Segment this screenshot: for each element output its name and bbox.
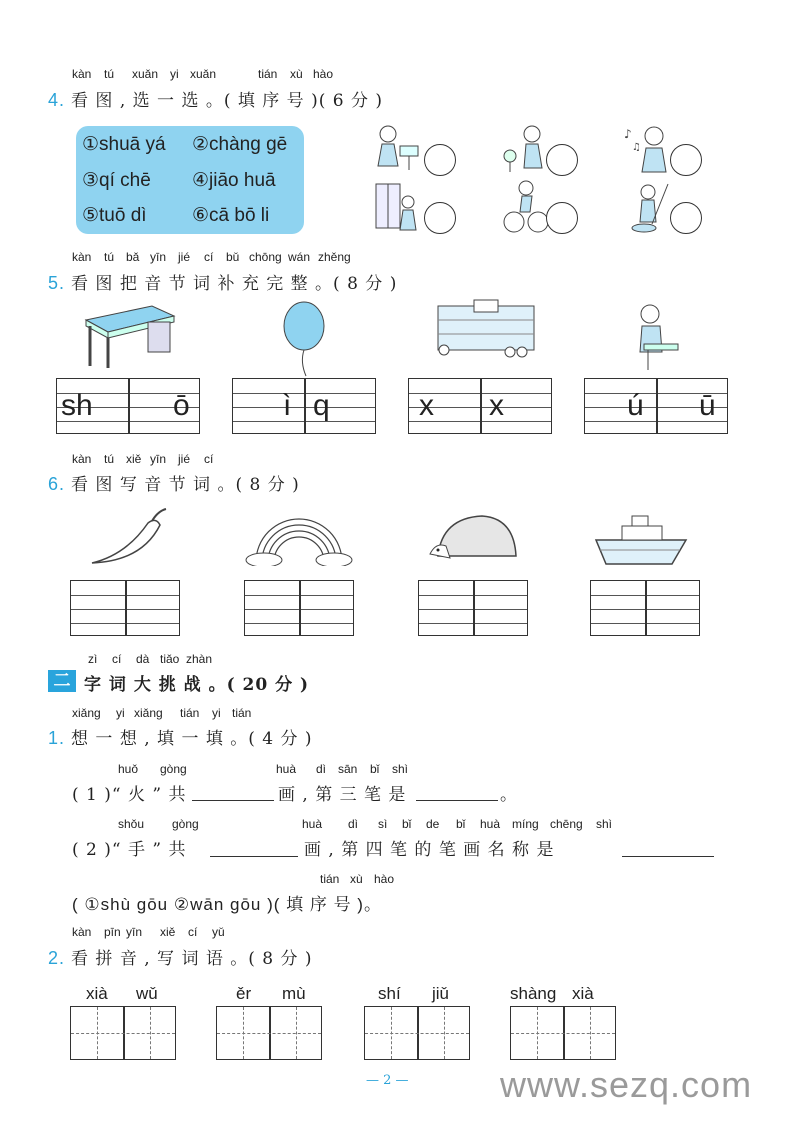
question-5-title — [48, 269, 397, 294]
question-text: 看 拼 音 , 写 词 语 。( 8 分 ) — [71, 949, 313, 969]
pinyin: wán — [288, 250, 311, 264]
pinyin: kàn — [72, 452, 92, 466]
question-6-title — [48, 470, 300, 495]
pinyin: yīn — [150, 250, 167, 264]
word-pinyin: shàng — [510, 984, 557, 1003]
pinyin: sān — [338, 762, 358, 776]
option-4: ④jiāo huā — [192, 170, 276, 191]
grid-text: q — [313, 389, 330, 422]
pinyin: shì — [392, 762, 409, 776]
pinyin-writing-grid[interactable] — [584, 378, 728, 434]
pinyin: xiǎng — [72, 706, 101, 720]
pinyin-writing-grid[interactable] — [590, 580, 700, 636]
pinyin: hào — [374, 872, 395, 886]
pinyin: xiǎng — [134, 706, 163, 720]
answer-circle[interactable] — [670, 144, 702, 176]
word-pinyin: shí — [378, 984, 401, 1003]
svg-text:♪: ♪ — [624, 127, 632, 141]
pinyin: tú — [104, 452, 115, 466]
pinyin: zhěng — [318, 250, 351, 264]
sub-question-1-end: 。 — [500, 785, 518, 805]
pinyin: de — [426, 817, 440, 831]
pinyin: cí — [188, 925, 198, 939]
pinyin: shì — [596, 817, 613, 831]
pinyin: dà — [136, 652, 150, 666]
word-pinyin: ěr — [236, 984, 252, 1003]
pinyin: bǎ — [126, 250, 140, 264]
desk-image — [82, 300, 178, 370]
answer-blank[interactable] — [622, 856, 714, 857]
question-text: 看 图 写 音 节 词 。( 8 分 ) — [71, 475, 300, 495]
answer-circle[interactable] — [670, 202, 702, 234]
answer-circle[interactable] — [546, 144, 578, 176]
singing-image — [618, 120, 673, 175]
pinyin: huà — [302, 817, 323, 831]
pinyin: shǒu — [118, 817, 145, 831]
pinyin: tián — [180, 706, 200, 720]
pinyin: cí — [204, 452, 214, 466]
sub-question-2-start: ( 2 )“ 手 ” 共 — [72, 840, 187, 860]
pinyin-writing-grid[interactable] — [232, 378, 376, 434]
pinyin: kàn — [72, 250, 92, 264]
option-5: ⑤tuō dì — [82, 205, 147, 226]
option-1: ①shuā yá — [82, 134, 166, 155]
pinyin: jié — [178, 452, 191, 466]
svg-text:♫: ♫ — [632, 142, 641, 153]
word-pinyin: mù — [282, 984, 306, 1003]
pinyin: bǐ — [370, 762, 380, 776]
pinyin: yi — [170, 67, 179, 81]
character-writing-grid[interactable] — [70, 1006, 176, 1060]
sub-question-1-start: ( 1 )“ 火 ” 共 — [72, 785, 187, 805]
pinyin: sì — [378, 817, 388, 831]
grid-text: ū — [699, 389, 716, 422]
question-text: 想 一 想 , 填 一 填 。( 4 分 ) — [71, 729, 313, 749]
pinyin: xiě — [126, 452, 142, 466]
question-text: 看 图 把 音 节 词 补 充 完 整 。( 8 分 ) — [71, 274, 398, 294]
grid-text: x — [419, 389, 434, 422]
pinyin-writing-grid[interactable] — [418, 580, 528, 636]
answer-circle[interactable] — [424, 202, 456, 234]
pinyin: xù — [350, 872, 363, 886]
school-image — [418, 298, 548, 370]
wiping-glass-image — [372, 180, 422, 235]
pinyin: hào — [313, 67, 334, 81]
s2-question-1-title — [48, 724, 313, 749]
question-4-title — [48, 86, 383, 111]
character-writing-grid[interactable] — [216, 1006, 322, 1060]
watermark: www.sezq.com — [500, 1064, 753, 1105]
answer-circle[interactable] — [424, 144, 456, 176]
pinyin: pīn — [104, 925, 121, 939]
pinyin: míng — [512, 817, 539, 831]
pinyin: cí — [204, 250, 214, 264]
option-6: ⑥cā bō li — [192, 205, 270, 226]
s2-question-2-title — [48, 944, 313, 969]
pinyin-writing-grid[interactable] — [408, 378, 552, 434]
word-pinyin: xià — [572, 984, 594, 1003]
pinyin: dì — [348, 817, 359, 831]
answer-blank[interactable] — [210, 856, 298, 857]
pinyin: xiě — [160, 925, 176, 939]
grid-text: ō — [173, 389, 190, 422]
grid-text: x — [489, 389, 504, 422]
pinyin: yi — [116, 706, 125, 720]
grid-text: sh — [61, 389, 93, 422]
pinyin: tián — [258, 67, 278, 81]
student-image — [630, 300, 680, 372]
pinyin: huǒ — [118, 762, 139, 776]
balloon-image — [280, 300, 330, 378]
character-writing-grid[interactable] — [364, 1006, 470, 1060]
question-number: 4. — [48, 90, 66, 110]
sub-question-1-middle: 画 , 第 三 笔 是 — [278, 785, 407, 805]
pinyin: tú — [104, 67, 115, 81]
option-3: ③qí chē — [82, 170, 151, 191]
pinyin: dì — [316, 762, 327, 776]
pinyin: cí — [112, 652, 122, 666]
pinyin: huà — [276, 762, 297, 776]
question-number: 6. — [48, 474, 66, 494]
pinyin: tiǎo — [160, 652, 180, 666]
section-2-title: 字 词 大 挑 战 。( 20 分 ) — [84, 675, 310, 695]
pinyin: zhàn — [186, 652, 213, 666]
pinyin: tú — [104, 250, 115, 264]
grid-text: ì — [283, 389, 292, 422]
rainbow-image — [244, 508, 354, 566]
pinyin: jié — [178, 250, 191, 264]
character-writing-grid[interactable] — [510, 1006, 616, 1060]
pinyin: tián — [232, 706, 252, 720]
word-pinyin: xià — [86, 984, 108, 1003]
answer-blank[interactable] — [416, 800, 498, 801]
grid-text: ú — [627, 389, 644, 422]
pinyin: bǐ — [456, 817, 466, 831]
pinyin: zì — [88, 652, 98, 666]
word-pinyin: jiǔ — [432, 984, 450, 1003]
pinyin: yīn — [126, 925, 143, 939]
pinyin: yi — [212, 706, 221, 720]
riding-bike-image — [500, 178, 550, 236]
pinyin: xuǎn — [132, 67, 159, 81]
chili-pepper-image — [86, 505, 168, 567]
pinyin: tián — [320, 872, 340, 886]
answer-blank[interactable] — [192, 800, 274, 801]
pinyin: bǔ — [226, 250, 240, 264]
watering-flowers-image — [500, 120, 550, 175]
question-text: 看 图 , 选 一 选 。( 填 序 号 )( 6 分 ) — [71, 91, 384, 111]
pinyin: huà — [480, 817, 501, 831]
page-number: — 2 — — [366, 1073, 409, 1088]
pinyin: kàn — [72, 67, 92, 81]
pinyin-writing-grid[interactable] — [56, 378, 200, 434]
pinyin: bǐ — [402, 817, 412, 831]
option-2: ②chàng gē — [192, 134, 288, 155]
ship-image — [592, 512, 690, 566]
pinyin: xuǎn — [190, 67, 217, 81]
pinyin: gòng — [160, 762, 187, 776]
sub-question-2-middle: 画 , 第 四 笔 的 笔 画 名 称 是 — [304, 840, 555, 860]
question-number: 2. — [48, 948, 66, 968]
section-badge: 二 — [48, 670, 76, 692]
sub-question-2-options: ( ①shù gōu ②wān gōu )( 填 序 号 )。 — [72, 895, 382, 914]
pinyin: gòng — [172, 817, 199, 831]
pinyin-writing-grid[interactable] — [244, 580, 354, 636]
pinyin: xù — [290, 67, 303, 81]
pinyin-writing-grid[interactable] — [70, 580, 180, 636]
hedgehog-image — [428, 508, 520, 568]
mopping-floor-image — [622, 180, 672, 235]
question-number: 5. — [48, 273, 66, 293]
question-number: 1. — [48, 728, 66, 748]
pinyin: yǔ — [212, 925, 225, 939]
pinyin: chēng — [550, 817, 583, 831]
pinyin: chōng — [249, 250, 282, 264]
brushing-teeth-image — [368, 120, 423, 175]
pinyin: yīn — [150, 452, 167, 466]
answer-circle[interactable] — [546, 202, 578, 234]
pinyin: kàn — [72, 925, 92, 939]
word-pinyin: wǔ — [136, 984, 158, 1003]
